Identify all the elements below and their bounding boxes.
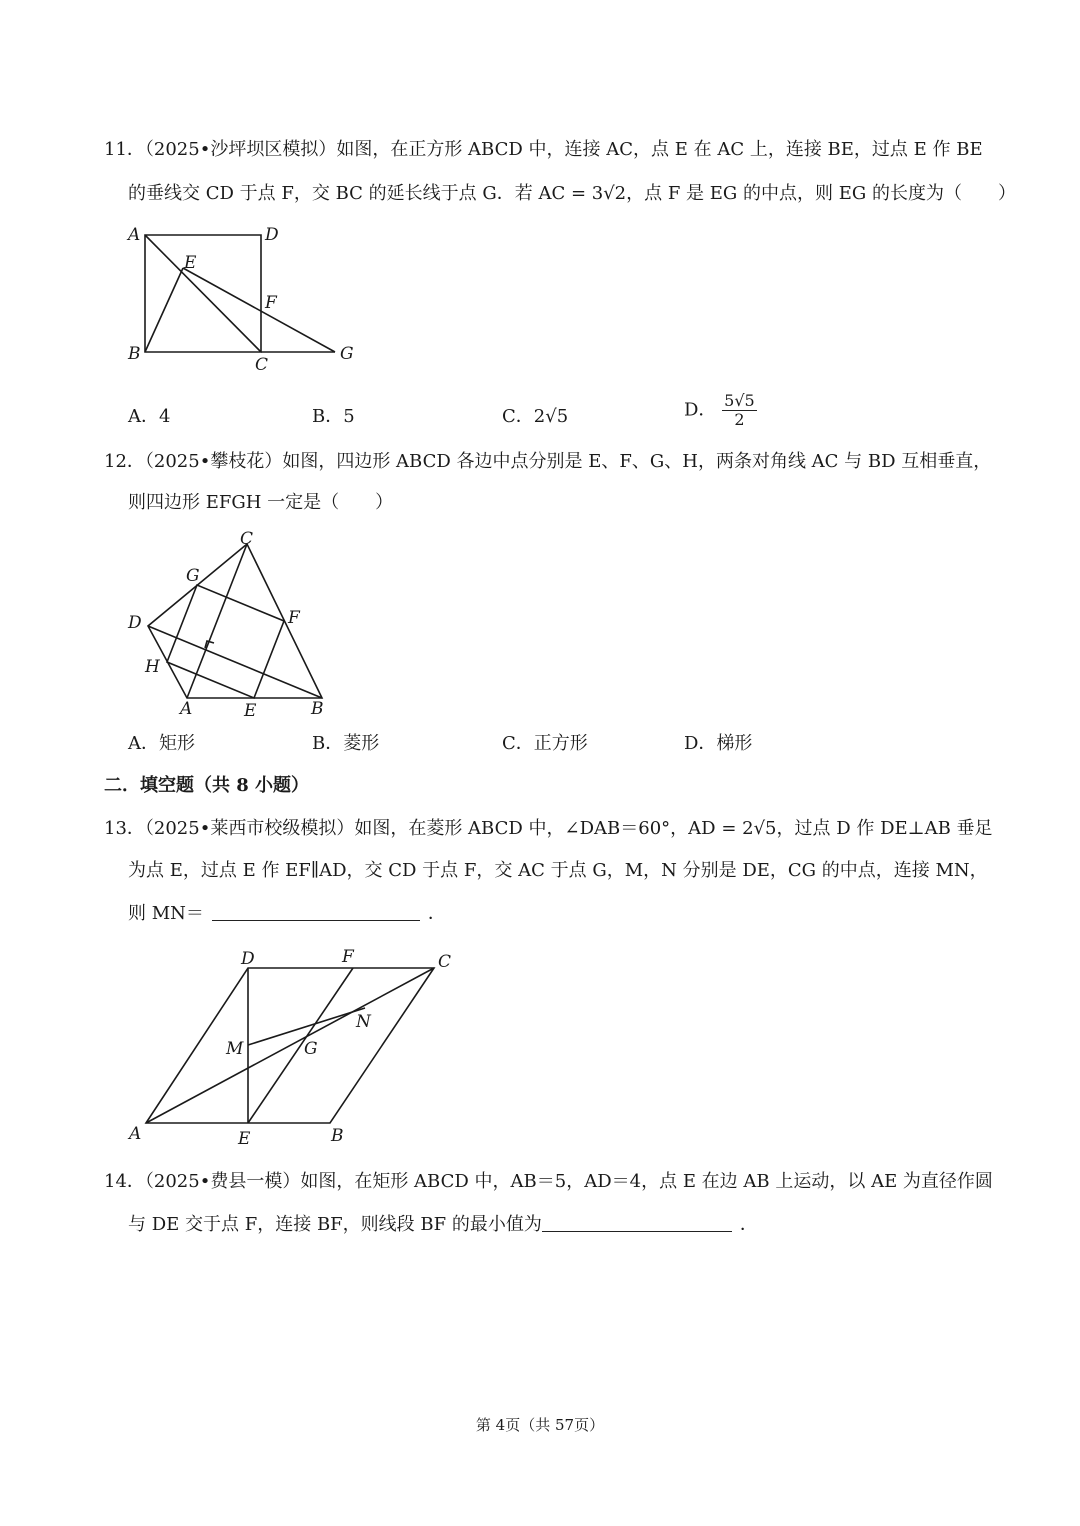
q13-answer-blank[interactable] [212,902,420,921]
label-g: G [340,344,354,364]
q12-option-c[interactable]: C．正方形 [502,733,588,754]
q13-line1: 13．（2025•莱西市校级模拟）如图，在菱形 ABCD 中，∠DAB＝60°，AD = 2√5，过点 D 作 DE⊥AB 垂足 [104,818,993,839]
label-c: C [255,355,269,375]
q12-line2: 则四边形 EFGH 一定是（ ） [128,492,394,513]
label-d: D [241,949,255,969]
segment-ef [248,968,353,1123]
q13-line2: 为点 E，过点 E 作 EF∥AD，交 CD 于点 F，交 AC 于点 G，M，N 分别是 DE，CG 的中点，连接 MN， [128,860,988,881]
label-d: D [265,225,279,245]
q11-option-c[interactable]: C．2√5 [502,406,569,427]
label-a: A [128,225,141,245]
label-b: B [331,1126,344,1146]
q11-option-d-prefix: D． [684,399,717,421]
q14-line1: 14．（2025•费县一模）如图，在矩形 ABCD 中，AB＝5，AD＝4，点 E 在边 AB 上运动，以 AE 为直径作圆 [104,1171,993,1192]
label-n: N [356,1012,371,1032]
q12-option-d[interactable]: D．梯形 [684,733,753,754]
label-e: E [244,701,257,721]
label-e: E [184,253,197,273]
label-g: G [304,1039,318,1059]
q11-option-a[interactable]: A．4 [128,406,171,427]
q14-answer-blank[interactable] [542,1213,732,1232]
section-heading-fill-in: 二．填空题（共 8 小题） [104,775,310,796]
label-d: D [128,613,142,633]
segment-eg [183,268,335,352]
label-b: B [311,699,324,719]
q12-figure [120,528,340,723]
q11-option-b[interactable]: B．5 [312,406,355,427]
label-c: C [240,529,254,549]
diagonal-ac [146,968,434,1123]
q12-option-b[interactable]: B．菱形 [312,733,380,754]
label-a: A [129,1124,142,1144]
q13-figure [120,940,470,1150]
q12-option-a[interactable]: A．矩形 [128,733,195,754]
q11-option-d-fraction [722,392,757,429]
q11-line2: 的垂线交 CD 于点 F，交 BC 的延长线于点 G．若 AC = 3√2，点 F 是 EG 的中点，则 EG 的长度为（ ） [128,183,1016,204]
label-f: F [342,947,354,967]
label-c: C [438,952,452,972]
label-f: F [265,293,277,313]
label-b: B [128,344,141,364]
diagonal-ac [145,235,261,352]
q11-option-d[interactable] [684,392,757,429]
q11-option-d-numerator: 5√5 [724,391,755,410]
q13-line3-suffix: ． [427,903,446,924]
q14-line2-prefix: 与 DE 交于点 F，连接 BF，则线段 BF 的最小值为 [128,1214,542,1235]
q11-option-d-denominator: 2 [734,410,745,429]
q14-line2 [128,1213,758,1237]
q11-line1: 11．（2025•沙坪坝区模拟）如图，在正方形 ABCD 中，连接 AC，点 E 在 AC 上，连接 BE，过点 E 作 BE [104,139,983,160]
q13-line3-prefix: 则 MN＝ [128,903,204,924]
label-h: H [145,657,160,677]
label-f: F [288,608,300,628]
segment-be [145,268,183,352]
label-g: G [186,566,200,586]
diagonal-bd [148,626,322,698]
label-e: E [238,1129,251,1149]
page-number-footer: 第 4页（共 57页） [475,1416,605,1434]
q14-line2-suffix: ． [739,1214,758,1235]
label-m: M [226,1039,244,1059]
q12-line1: 12．（2025•攀枝花）如图，四边形 ABCD 各边中点分别是 E、F、G、H，两条对角线 AC 与 BD 互相垂直， [104,451,992,472]
label-a: A [180,699,193,719]
q11-figure [120,220,370,380]
q13-line3 [128,902,446,926]
